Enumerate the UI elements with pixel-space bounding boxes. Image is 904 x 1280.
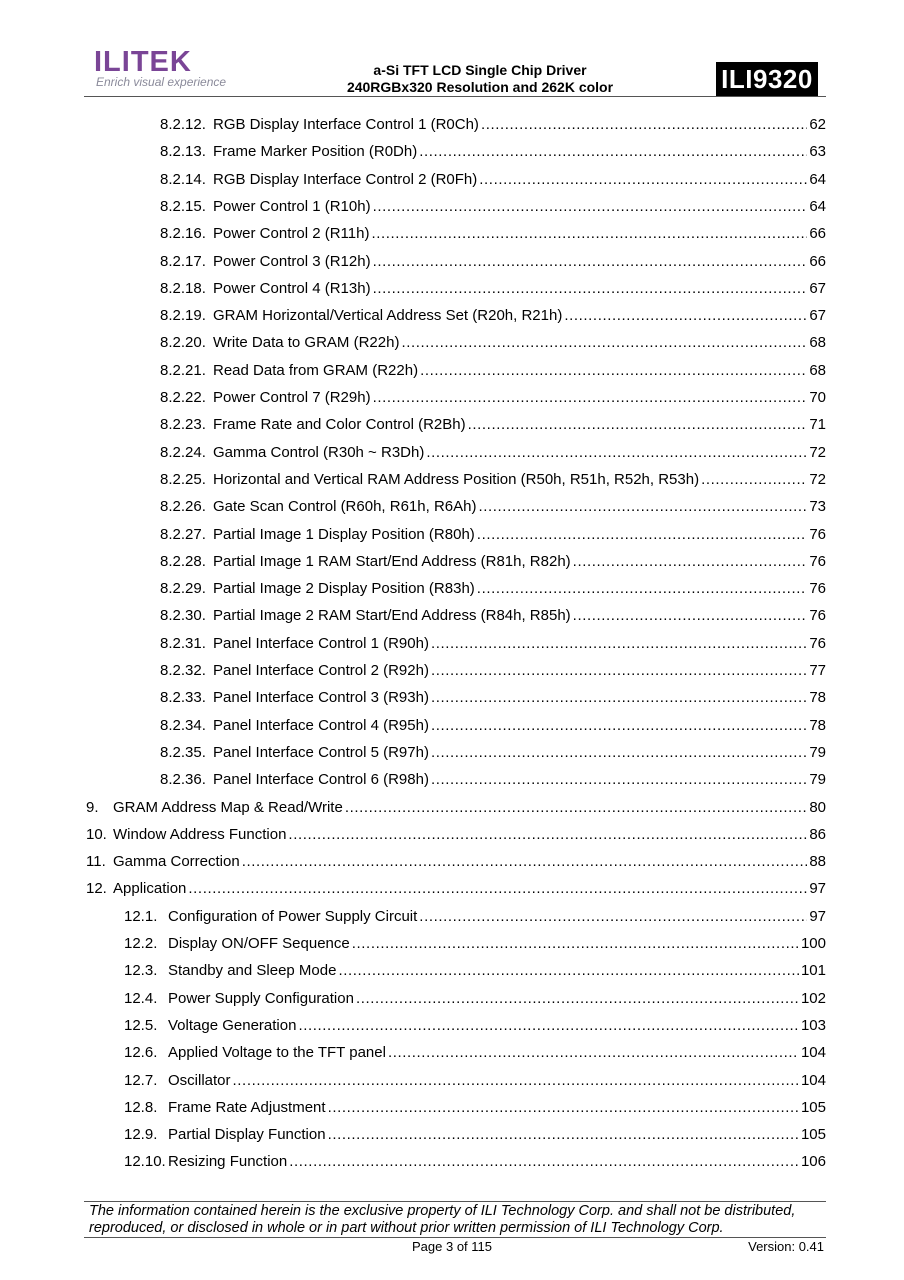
toc-entry-number: 12.10. [124, 1153, 166, 1171]
toc-entry-title: Panel Interface Control 5 (R97h) [213, 743, 429, 761]
toc-entry-number: 12.6. [124, 1044, 158, 1062]
toc-entry-number: 8.2.16. [160, 225, 206, 243]
toc-leader-dots [356, 990, 799, 1007]
toc-leader-dots [328, 1126, 799, 1143]
toc-leader-dots [188, 880, 807, 897]
toc-entry[interactable] [160, 689, 826, 709]
toc-entry-number: 8.2.21. [160, 361, 206, 379]
toc-entry-number: 8.2.24. [160, 443, 206, 461]
toc-entry-title: Partial Display Function [168, 1126, 326, 1144]
toc-entry-title: RGB Display Interface Control 2 (R0Fh) [213, 170, 478, 188]
toc-entry[interactable] [160, 225, 826, 245]
toc-entry-page: 76 [809, 580, 826, 598]
toc-entry-title: Panel Interface Control 4 (R95h) [213, 716, 429, 734]
toc-entry-number: 8.2.12. [160, 116, 206, 133]
toc-entry-page: 104 [800, 1044, 826, 1062]
toc-leader-dots [573, 607, 808, 624]
toc-entry-title: Power Control 2 (R11h) [213, 225, 370, 243]
confidentiality-notice-line1: The information contained herein is the exclusive property of ILI Technology Corp. and shall not be distributed, [89, 1203, 796, 1219]
toc-entry-page: 64 [809, 197, 826, 215]
toc-entry-number: 8.2.27. [160, 525, 206, 543]
toc-leader-dots [373, 280, 808, 297]
toc-entry-number: 8.2.15. [160, 197, 206, 215]
toc-entry[interactable] [160, 362, 826, 382]
toc-entry-number: 8.2.22. [160, 389, 206, 406]
toc-entry-page: 62 [809, 116, 826, 133]
toc-leader-dots [564, 307, 807, 324]
toc-entry[interactable] [160, 580, 826, 600]
toc-entry-number: 8.2.33. [160, 689, 206, 707]
toc-entry-page: 97 [809, 907, 826, 925]
document-title-line1: a-Si TFT LCD Single Chip Driver [373, 62, 587, 78]
toc-entry[interactable] [160, 498, 826, 518]
toc-entry-page: 105 [800, 1126, 826, 1144]
toc-entry[interactable] [160, 444, 826, 464]
toc-entry-title: Panel Interface Control 2 (R92h) [213, 662, 429, 679]
toc-entry-title: Power Supply Configuration [168, 989, 354, 1007]
toc-entry-page: 86 [809, 825, 826, 843]
toc-entry-number: 12.1. [124, 907, 158, 925]
toc-entry-title: RGB Display Interface Control 1 (R0Ch) [213, 116, 479, 133]
toc-entry-page: 73 [809, 498, 826, 516]
toc-entry-page: 78 [809, 689, 826, 707]
document-title-line2: 240RGBx320 Resolution and 262K color [346, 79, 614, 95]
toc-leader-dots [338, 962, 799, 979]
toc-entry[interactable] [124, 1153, 826, 1173]
toc-entry-number: 9. [86, 798, 99, 816]
toc-leader-dots [420, 362, 807, 379]
toc-entry[interactable] [160, 635, 826, 655]
toc-entry-page: 101 [800, 962, 826, 980]
toc-entry-number: 8.2.20. [160, 334, 206, 352]
toc-entry[interactable] [86, 826, 826, 846]
toc-entry-title: Partial Image 1 Display Position (R80h) [213, 525, 475, 543]
toc-entry-title: Power Control 3 (R12h) [213, 252, 371, 270]
toc-entry-page: 76 [809, 552, 826, 570]
toc-entry-title: Read Data from GRAM (R22h) [213, 361, 419, 379]
toc-entry-number: 11. [86, 853, 106, 871]
toc-entry-page: 80 [809, 798, 826, 816]
toc-entry-number: 8.2.23. [160, 416, 206, 434]
toc-leader-dots [373, 389, 808, 406]
toc-entry-page: 67 [809, 307, 826, 325]
page-number: Page 3 of 115 [412, 1239, 492, 1254]
logo-text: ILITEK [94, 46, 192, 78]
toc-leader-dots [479, 171, 807, 188]
toc-entry-page: 88 [809, 853, 826, 871]
toc-entry-page: 78 [809, 716, 826, 734]
toc-entry-title: Application [113, 880, 187, 898]
toc-entry-title: Standby and Sleep Mode [168, 962, 337, 980]
toc-leader-dots [289, 1153, 799, 1170]
toc-entry-number: 8.2.19. [160, 307, 206, 325]
toc-entry[interactable] [124, 935, 826, 955]
toc-entry-page: 67 [809, 279, 826, 297]
toc-entry-title: Horizontal and Vertical RAM Address Position (R50h, R51h, R52h, R53h) [213, 470, 700, 488]
toc-entry[interactable] [160, 171, 826, 191]
toc-entry-page: 64 [809, 170, 826, 188]
toc-entry-title: Frame Marker Position (R0Dh) [213, 143, 418, 161]
toc-entry-page: 76 [809, 607, 826, 625]
toc-entry-page: 77 [809, 662, 826, 679]
toc-entry-number: 8.2.18. [160, 279, 206, 297]
toc-entry-number: 12.4. [124, 989, 158, 1007]
toc-entry-number: 12.5. [124, 1016, 158, 1034]
toc-entry[interactable] [86, 799, 826, 819]
toc-leader-dots [373, 198, 808, 215]
logo-tagline: Enrich visual experience [96, 75, 227, 89]
header-divider [84, 96, 826, 97]
toc-entry-number: 8.2.14. [160, 170, 206, 188]
confidentiality-notice-line2: reproduced, or disclosed in whole or in part without prior written permission of ILI Technology Corp. [89, 1220, 724, 1236]
toc-entry[interactable] [160, 662, 826, 682]
toc-entry[interactable] [124, 1072, 826, 1092]
toc-entry-title: GRAM Horizontal/Vertical Address Set (R20h, R21h) [213, 307, 563, 325]
toc-leader-dots [352, 935, 799, 952]
toc-entry-title: Gamma Control (R30h ~ R3Dh) [213, 443, 425, 461]
toc-entry[interactable] [160, 280, 826, 300]
toc-entry-number: 8.2.36. [160, 771, 206, 789]
toc-leader-dots [573, 553, 808, 570]
toc-entry-title: Gate Scan Control (R60h, R61h, R6Ah) [213, 498, 477, 516]
toc-entry[interactable] [160, 416, 826, 436]
toc-entry-number: 8.2.35. [160, 743, 206, 761]
toc-leader-dots [431, 771, 807, 788]
toc-leader-dots [431, 689, 807, 706]
toc-entry[interactable] [160, 307, 826, 327]
toc-entry-number: 8.2.31. [160, 634, 206, 652]
toc-entry-number: 8.2.17. [160, 252, 206, 270]
toc-entry-page: 103 [800, 1016, 826, 1034]
toc-entry-title: Panel Interface Control 1 (R90h) [213, 634, 429, 652]
toc-entry-number: 12.2. [124, 935, 158, 952]
chip-model-badge: ILI9320 [716, 62, 818, 96]
toc-entry-title: Applied Voltage to the TFT panel [168, 1044, 386, 1062]
toc-entry-number: 12. [86, 880, 107, 898]
toc-entry-title: Voltage Generation [168, 1016, 297, 1034]
toc-leader-dots [431, 717, 807, 734]
toc-leader-dots [242, 853, 808, 870]
toc-entry-number: 8.2.29. [160, 580, 206, 598]
toc-entry-title: Panel Interface Control 6 (R98h) [213, 771, 429, 789]
toc-entry-title: Partial Image 2 Display Position (R83h) [213, 580, 475, 598]
toc-leader-dots [345, 799, 808, 816]
toc-leader-dots [431, 635, 807, 652]
toc-leader-dots [701, 471, 807, 488]
toc-entry[interactable] [160, 143, 826, 163]
toc-entry-page: 104 [800, 1071, 826, 1089]
toc-entry-page: 66 [809, 252, 826, 270]
toc-entry-page: 79 [809, 743, 826, 761]
toc-entry-number: 8.2.28. [160, 552, 206, 570]
toc-entry-page: 76 [809, 525, 826, 543]
toc-leader-dots [233, 1072, 799, 1089]
toc-leader-dots [468, 416, 808, 433]
toc-entry[interactable] [86, 853, 826, 873]
toc-leader-dots [477, 526, 808, 543]
toc-entry-number: 12.8. [124, 1098, 158, 1116]
toc-entry-number: 8.2.13. [160, 143, 206, 161]
toc-entry-title: Frame Rate and Color Control (R2Bh) [213, 416, 466, 434]
toc-entry[interactable] [160, 717, 826, 737]
toc-entry-page: 68 [809, 361, 826, 379]
toc-entry-title: Panel Interface Control 3 (R93h) [213, 689, 429, 707]
toc-entry-title: Write Data to GRAM (R22h) [213, 334, 400, 352]
toc-leader-dots [481, 116, 807, 133]
toc-leader-dots [401, 334, 807, 351]
toc-entry-title: Partial Image 2 RAM Start/End Address (R84h, R85h) [213, 607, 571, 625]
toc-leader-dots [388, 1044, 799, 1061]
page-header [0, 0, 904, 100]
toc-entry-page: 105 [800, 1098, 826, 1116]
toc-entry-page: 106 [800, 1153, 826, 1171]
toc-entry[interactable] [160, 526, 826, 546]
toc-entry-title: Partial Image 1 RAM Start/End Address (R81h, R82h) [213, 552, 571, 570]
toc-entry[interactable] [160, 607, 826, 627]
toc-entry-title: Frame Rate Adjustment [168, 1098, 326, 1116]
toc-entry-number: 8.2.34. [160, 716, 206, 734]
toc-leader-dots [431, 744, 807, 761]
toc-entry-title: Gamma Correction [113, 853, 240, 871]
toc-leader-dots [426, 444, 807, 461]
toc-entry-title: GRAM Address Map & Read/Write [113, 798, 343, 816]
confidentiality-notice [89, 1203, 829, 1237]
toc-entry[interactable] [86, 880, 826, 900]
toc-entry-number: 10. [86, 825, 107, 843]
toc-entry-page: 97 [809, 880, 826, 898]
toc-entry-number: 12.7. [124, 1071, 158, 1089]
toc-entry-title: Window Address Function [113, 825, 287, 843]
toc-entry[interactable] [160, 253, 826, 273]
toc-entry-page: 66 [809, 225, 826, 243]
toc-entry[interactable] [124, 990, 826, 1010]
toc-entry[interactable] [124, 908, 826, 928]
toc-entry[interactable] [160, 334, 826, 354]
toc-leader-dots [288, 826, 807, 843]
toc-leader-dots [298, 1017, 799, 1034]
toc-entry-title: Power Control 1 (R10h) [213, 197, 371, 215]
toc-entry-title: Power Control 4 (R13h) [213, 279, 371, 297]
toc-entry[interactable] [124, 1017, 826, 1037]
toc-entry-page: 102 [800, 989, 826, 1007]
toc-leader-dots [419, 908, 807, 925]
toc-leader-dots [328, 1099, 799, 1116]
toc-entry[interactable] [160, 553, 826, 573]
toc-entry-title: Power Control 7 (R29h) [213, 389, 371, 406]
toc-leader-dots [478, 498, 807, 515]
toc-entry[interactable] [124, 1126, 826, 1146]
toc-entry-page: 68 [809, 334, 826, 352]
toc-entry[interactable] [160, 744, 826, 764]
toc-entry-page: 100 [800, 935, 826, 952]
footer-divider-top [84, 1201, 826, 1202]
document-version: Version: 0.41 [748, 1239, 824, 1254]
toc-leader-dots [477, 580, 808, 597]
toc-entry-number: 12.9. [124, 1126, 158, 1144]
toc-entry-number: 8.2.25. [160, 470, 206, 488]
toc-entry[interactable] [124, 1044, 826, 1064]
toc-entry[interactable] [160, 389, 826, 409]
toc-entry[interactable] [160, 471, 826, 491]
toc-entry-number: 12.3. [124, 962, 158, 980]
toc-entry-page: 70 [809, 389, 826, 406]
toc-entry-number: 8.2.30. [160, 607, 206, 625]
toc-entry[interactable] [160, 116, 826, 136]
toc-entry[interactable] [160, 771, 826, 791]
toc-entry-number: 8.2.32. [160, 662, 206, 679]
toc-entry-page: 76 [809, 634, 826, 652]
toc-entry[interactable] [124, 962, 826, 982]
toc-leader-dots [371, 225, 807, 242]
toc-entry-page: 63 [809, 143, 826, 161]
document-title [300, 62, 660, 96]
footer-divider-bottom [84, 1237, 826, 1238]
toc-entry-page: 71 [809, 416, 826, 434]
toc-leader-dots [419, 143, 807, 160]
toc-entry-title: Configuration of Power Supply Circuit [168, 907, 418, 925]
toc-entry-page: 79 [809, 771, 826, 789]
toc-leader-dots [431, 662, 807, 679]
toc-entry-page: 72 [809, 470, 826, 488]
ilitek-logo [80, 46, 240, 90]
toc-leader-dots [373, 253, 808, 270]
toc-entry[interactable] [160, 198, 826, 218]
toc-entry-title: Resizing Function [168, 1153, 288, 1171]
toc-entry-title: Display ON/OFF Sequence [168, 935, 350, 952]
toc-entry-number: 8.2.26. [160, 498, 206, 516]
toc-entry-page: 72 [809, 443, 826, 461]
toc-entry-title: Oscillator [168, 1071, 231, 1089]
toc-entry[interactable] [124, 1099, 826, 1119]
